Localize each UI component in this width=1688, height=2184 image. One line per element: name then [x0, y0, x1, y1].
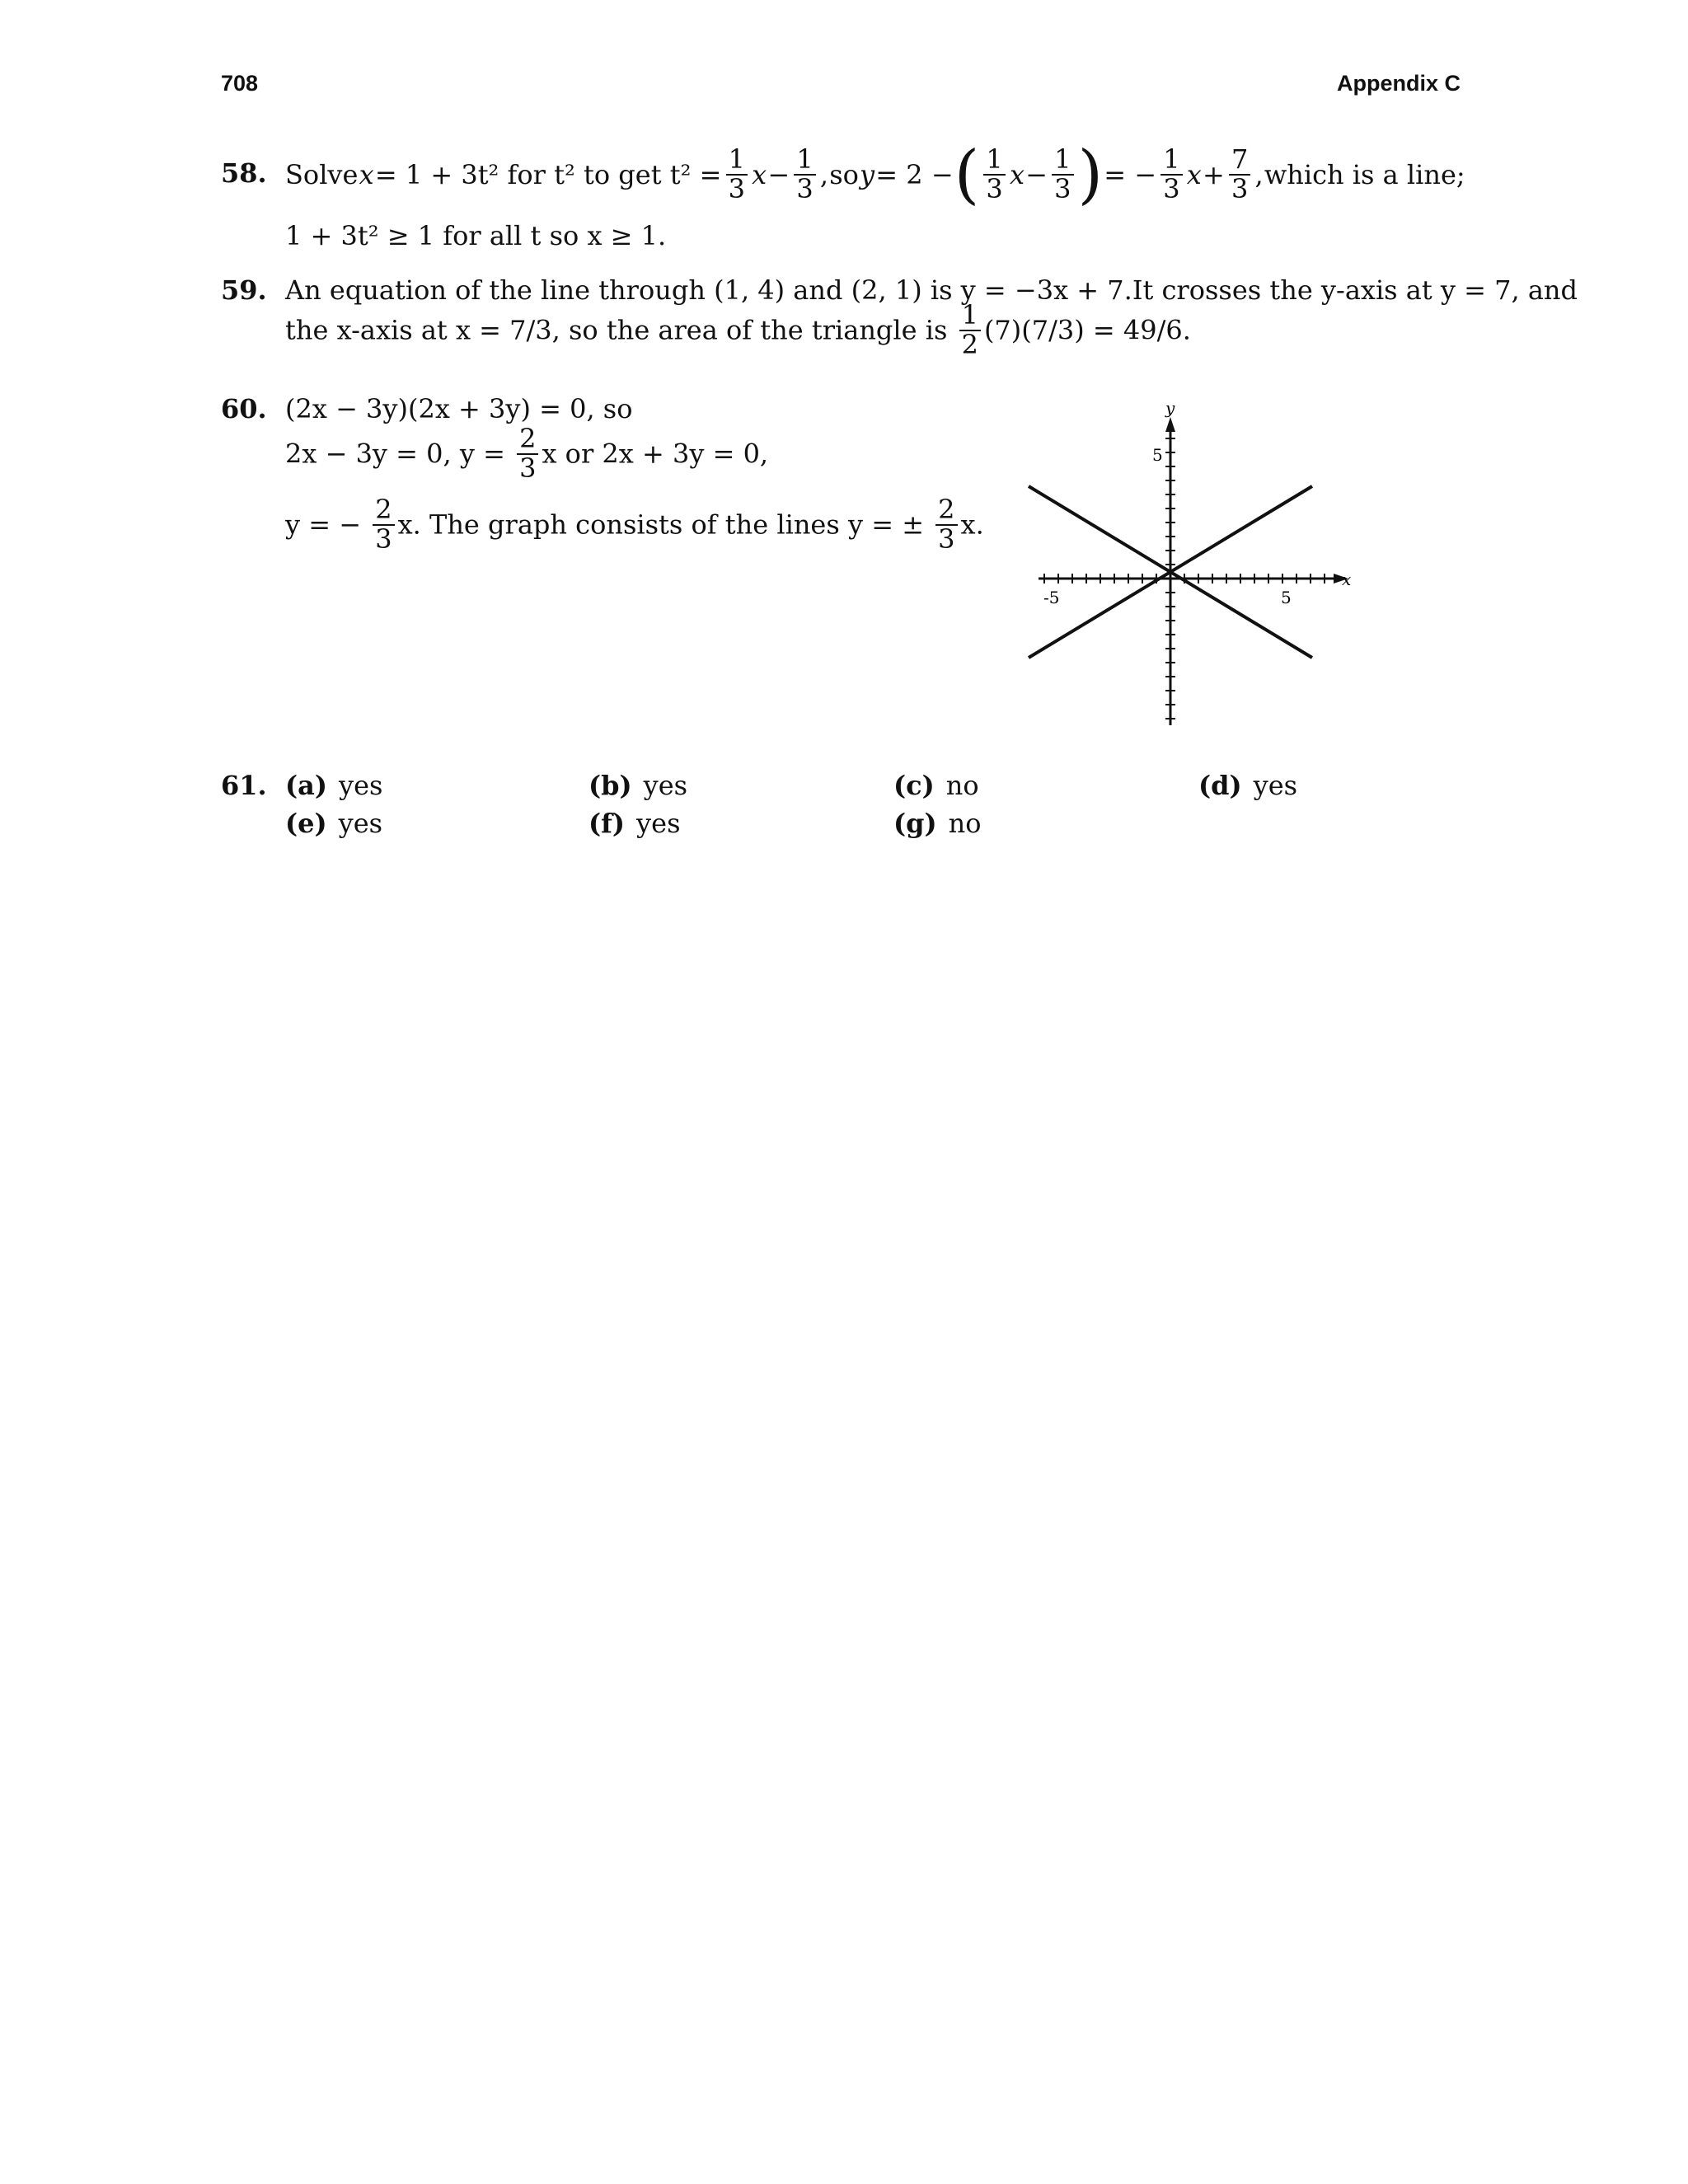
problem-59 — [221, 274, 1578, 368]
answer-label: (e) — [285, 808, 327, 839]
problem-58-line-1 — [285, 138, 1465, 212]
answer-label: (d) — [1198, 770, 1242, 801]
numerator: 2 — [935, 496, 957, 526]
problem-59-line-1 — [285, 274, 1578, 306]
var-x: x — [1186, 159, 1202, 190]
answer-d — [1198, 770, 1297, 801]
numerator: 1 — [726, 146, 748, 176]
plus-sign: + — [1203, 159, 1225, 190]
fraction-seven-thirds — [1229, 143, 1250, 204]
fraction-one-half — [959, 299, 981, 360]
section-title: Appendix C — [1336, 71, 1461, 96]
text: x. The graph consists of the lines y = ± — [397, 509, 924, 541]
problem-number: 58. — [221, 157, 267, 189]
denominator: 3 — [1163, 173, 1180, 204]
problem-58 — [221, 138, 1465, 251]
comma: , — [819, 159, 829, 190]
problem-number: 60. — [221, 393, 267, 424]
answer-f — [588, 808, 680, 839]
text: the x-axis at x = 7/3, so the area of the triangle is — [285, 314, 948, 346]
text: so — [829, 159, 859, 190]
denominator: 3 — [796, 173, 814, 204]
var-x: x — [752, 159, 767, 190]
answer-a — [285, 770, 382, 801]
answer-b — [588, 770, 687, 801]
var-x: x — [1009, 159, 1025, 190]
text: 2x − 3y = 0, y = — [285, 438, 505, 470]
numerator: 7 — [1229, 146, 1250, 176]
y-axis-arrow-icon — [1165, 417, 1175, 432]
fraction-one-third — [1160, 143, 1182, 204]
problem-58-line-2: 1 + 3t² ≥ 1 for all t so x ≥ 1. — [285, 220, 667, 251]
text: = 1 + 3t² for t² to get t² = — [374, 159, 722, 190]
var-x: x — [359, 159, 374, 190]
problem-60-line-1: (2x − 3y)(2x + 3y) = 0, so — [285, 393, 633, 424]
answer-value: no — [945, 770, 979, 801]
x-tick-label-positive: 5 — [1281, 588, 1292, 607]
text: x or 2x + 3y = 0, — [542, 438, 769, 470]
numerator: 2 — [373, 496, 394, 526]
denominator: 2 — [961, 328, 978, 360]
graph-lines-y-plus-minus-two-thirds-x — [1022, 396, 1368, 742]
left-paren: ( — [954, 138, 980, 212]
denominator: 3 — [1054, 173, 1071, 204]
problem-60-line-3 — [285, 496, 984, 553]
denominator: 3 — [375, 523, 392, 555]
page-number: 708 — [221, 71, 259, 96]
answer-g — [893, 808, 982, 839]
right-paren: ) — [1077, 138, 1104, 212]
answer-value: yes — [636, 808, 681, 839]
text: An equation of the line through (1, 4) and (2, 1) is y = −3x + 7. — [285, 274, 1132, 306]
problem-60-line-2 — [285, 425, 768, 482]
denominator: 3 — [986, 173, 1003, 204]
answer-label: (f) — [588, 808, 626, 839]
denominator: 3 — [938, 523, 955, 555]
fraction-two-thirds — [517, 425, 538, 482]
fraction-one-third — [794, 143, 815, 204]
x-axis-label: x — [1342, 569, 1352, 589]
numerator: 1 — [983, 146, 1005, 176]
text: (7)(7/3) = 49/6. — [983, 314, 1191, 346]
answer-label: (g) — [893, 808, 937, 839]
problem-number: 61. — [221, 770, 267, 801]
fraction-one-third — [1052, 143, 1073, 204]
numerator: 1 — [1052, 146, 1073, 176]
y-tick-label: 5 — [1152, 445, 1163, 465]
fraction-one-third — [726, 143, 748, 204]
denominator: 3 — [1231, 173, 1249, 204]
answer-label: (c) — [893, 770, 935, 801]
text: which is a line; — [1264, 159, 1465, 190]
var-y: y — [860, 159, 875, 190]
answer-value: yes — [643, 770, 688, 801]
fraction-one-third — [983, 143, 1005, 204]
numerator: 1 — [959, 302, 981, 331]
answer-value: yes — [338, 808, 383, 839]
numerator: 2 — [517, 425, 538, 455]
answer-label: (b) — [588, 770, 632, 801]
comma: , — [1254, 159, 1264, 190]
y-axis-label: y — [1165, 398, 1175, 418]
minus-sign: − — [1025, 159, 1048, 190]
fraction-two-thirds — [373, 496, 394, 553]
answer-label: (a) — [285, 770, 328, 801]
fraction-two-thirds — [935, 496, 957, 553]
minus-sign: − — [767, 159, 790, 190]
text: x. — [960, 509, 984, 541]
answer-c — [893, 770, 979, 801]
text: = − — [1104, 159, 1157, 190]
x-tick-label-negative: -5 — [1043, 588, 1060, 607]
text: = 2 − — [875, 159, 954, 190]
numerator: 1 — [794, 146, 815, 176]
answer-value: yes — [1253, 770, 1298, 801]
numerator: 1 — [1160, 146, 1182, 176]
problem-number: 59. — [221, 274, 267, 306]
text: It crosses the y-axis at y = 7, and — [1132, 274, 1578, 306]
answer-value: no — [948, 808, 982, 839]
answer-e — [285, 808, 382, 839]
denominator: 3 — [728, 173, 745, 204]
text: Solve — [285, 159, 359, 190]
answer-value: yes — [339, 770, 383, 801]
problem-59-line-2 — [285, 299, 1191, 360]
text: y = − — [285, 509, 362, 541]
denominator: 3 — [519, 452, 537, 484]
